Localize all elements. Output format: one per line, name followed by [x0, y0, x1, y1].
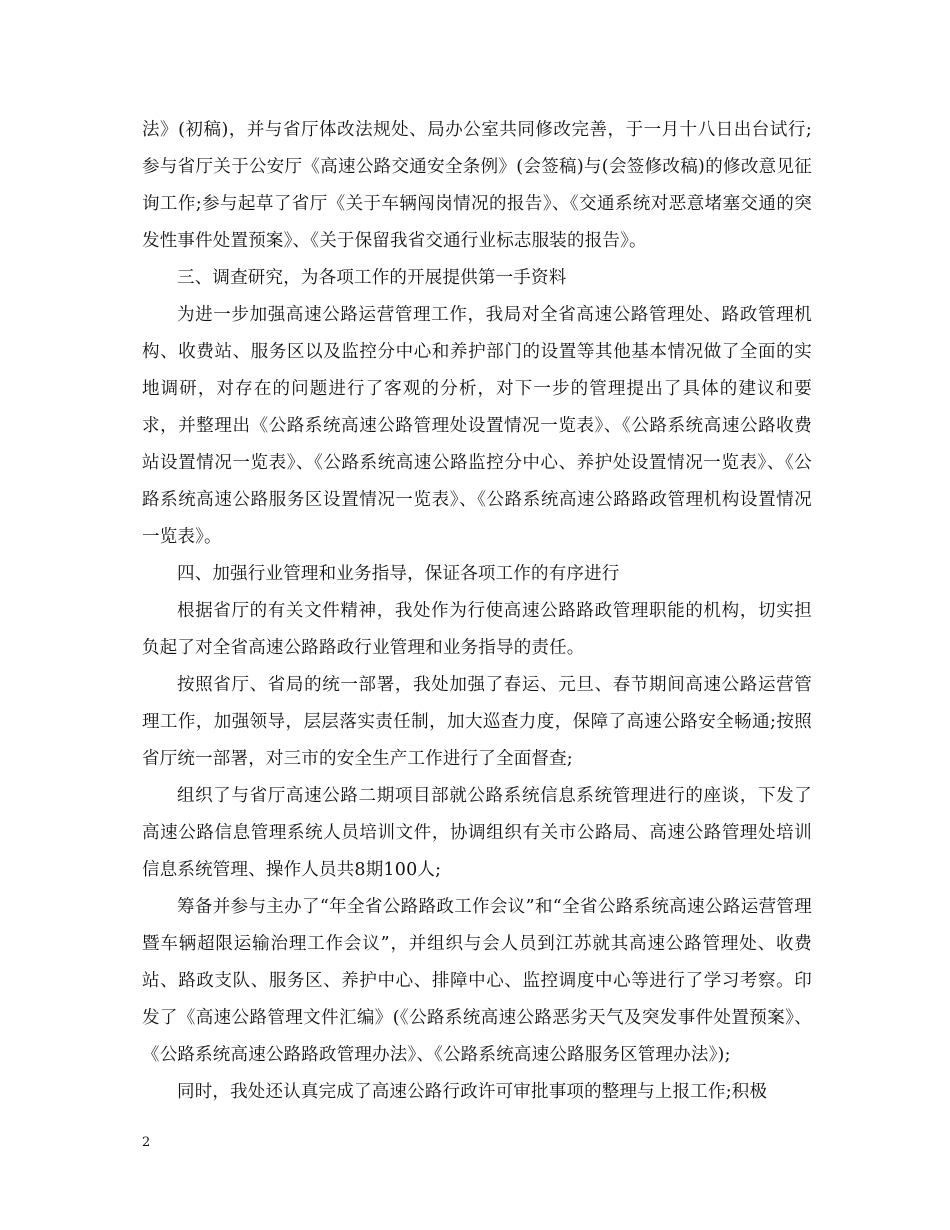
paragraph-3: 根据省厅的有关文件精神，我处作为行使高速公路路政管理职能的机构，切实担负起了对全省高速公路路政行业管理和业务指导的责任。: [142, 601, 812, 658]
section-heading-4: 四、加强行业管理和业务指导，保证各项工作的有序进行: [177, 564, 620, 584]
page-number: 2: [142, 1135, 151, 1150]
paragraph-7: 同时，我处还认真完成了高速公路行政许可审批事项的整理与上报工作;积极: [177, 1082, 768, 1102]
section-heading-3: 三、调查研究，为各项工作的开展提供第一手资料: [177, 268, 567, 288]
paragraph-1: 法》(初稿)，并与省厅体改法规处、局办公室共同修改完善，于一月十八日出台试行;参与省厅关于公安厅《高速公路交通安全条例》(会签稿)与(会签修改稿)的修改意见征询工作;参与起草了省厅《关于车辆闯岗情况的报告》、《交通系统对恶意堵塞交通的突发性事件处置预案》、《关于保留我省交通行业标志服装的报告》。: [142, 120, 812, 251]
paragraph-5: 组织了与省厅高速公路二期项目部就公路系统信息系统管理进行的座谈，下发了高速公路信息管理系统人员培训文件，协调组织有关市公路局、高速公路管理处培训信息系统管理、操作人员共8期100人;: [142, 786, 812, 880]
paragraph-4: 按照省厅、省局的统一部署，我处加强了春运、元旦、春节期间高速公路运营管理工作，加强领导，层层落实责任制，加大巡查力度，保障了高速公路安全畅通;按照省厅统一部署，对三市的安全生产工作进行了全面督查;: [142, 675, 812, 769]
body-text: [142, 112, 812, 1111]
paragraph-6: 筹备并参与主办了“年全省公路路政工作会议”和“全省公路系统高速公路运营管理暨车辆超限运输治理工作会议”，并组织与会人员到江苏就其高速公路管理处、收费站、路政支队、服务区、养护中心、排障中心、监控调度中心等进行了学习考察。印发了《高速公路管理文件汇编》(《公路系统高速公路恶劣天气及突发事件处置预案》、《公路系统高速公路路政管理办法》、《公路系统高速公路服务区管理办法》);: [142, 897, 812, 1065]
paragraph-2: 为进一步加强高速公路运营管理工作，我局对全省高速公路管理处、路政管理机构、收费站、服务区以及监控分中心和养护部门的设置等其他基本情况做了全面的实地调研，对存在的问题进行了客观的分析，对下一步的管理提出了具体的建议和要求，并整理出《公路系统高速公路管理处设置情况一览表》、《公路系统高速公路收费站设置情况一览表》、《公路系统高速公路监控分中心、养护处设置情况一览表》、《公路系统高速公路服务区设置情况一览表》、《公路系统高速公路路政管理机构设置情况一览表》。: [142, 305, 812, 547]
